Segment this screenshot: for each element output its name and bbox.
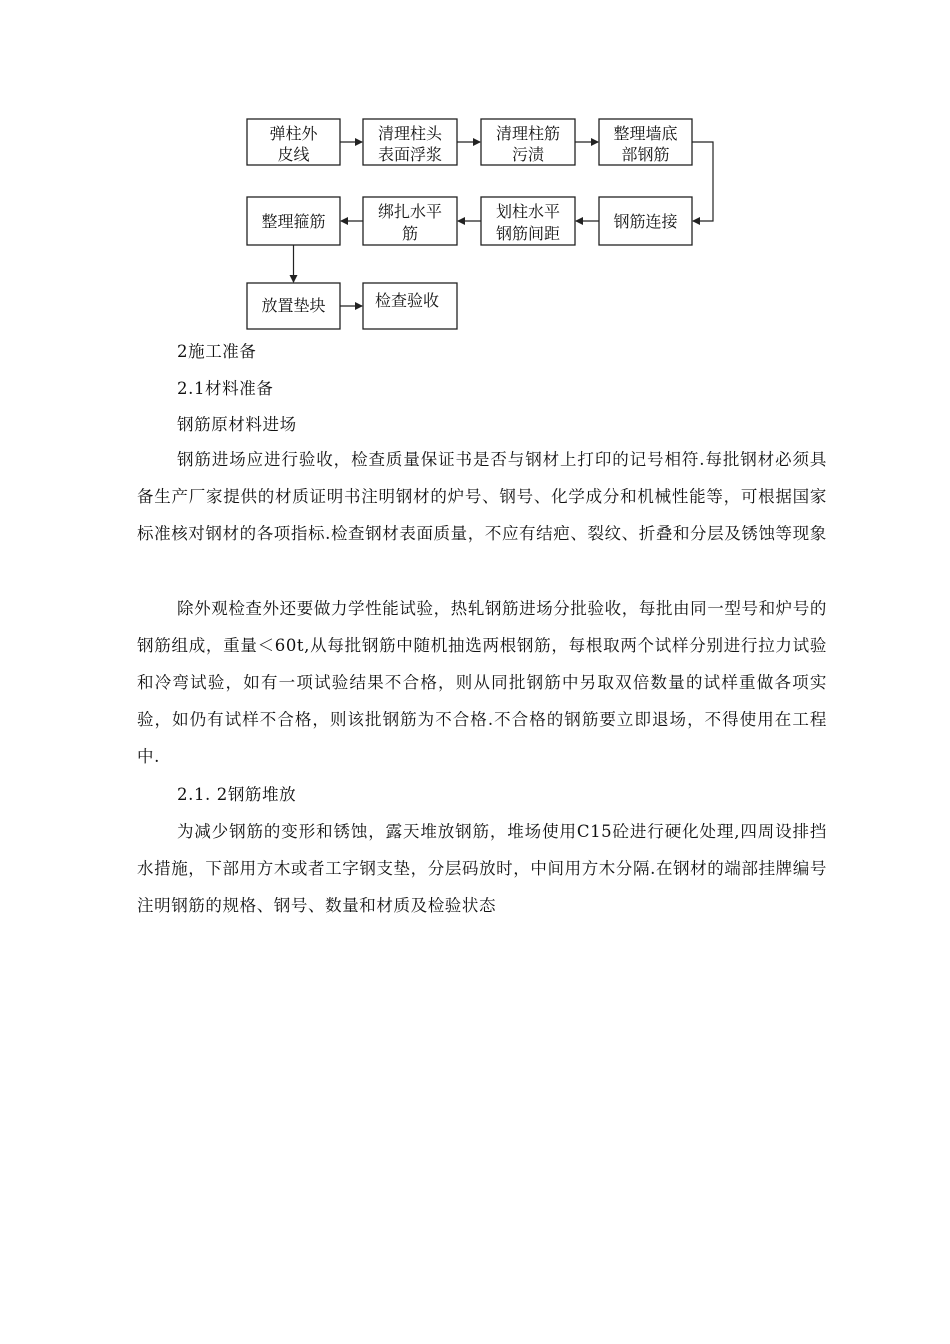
flow-step-text: 整理箍筋: [261, 212, 326, 231]
paragraph-mechanical-tests: 除外观检查外还要做力学性能试验，热轧钢筋进场分批验收，每批由同一型号和炉号的钢筋组成，重量＜60t,从每批钢筋中随机抽选两根钢筋，每根取两个试样分别进行拉力试验和冷弯试验，如有一项试验结果不合格，则从同批钢筋中另取双倍数量的试样重做各项实验，如仍有试样不合格，则该批钢筋为不合格.不合格的钢筋要立即退场，不得使用在工程中.: [137, 599, 827, 766]
flow-step-inspection: [363, 283, 457, 329]
flow-step-arrange-stirrups: [247, 197, 340, 245]
paragraph-acceptance: 钢筋进场应进行验收，检查质量保证书是否与钢材上打印的记号相符.每批钢材必须具备生产厂家提供的材质证明书注明钢材的炉号、钢号、化学成分和机械性能等，可根据国家标准核对钢材的各项指标.检查钢材表面质量，不应有结疤、裂纹、折叠和分层及锈蚀等现象: [137, 450, 827, 543]
flow-step-text: 钢筋间距: [495, 224, 561, 243]
flow-step-text: 钢筋连接: [613, 212, 678, 231]
flow-step-text: 部钢筋: [621, 145, 670, 164]
flow-step-text: 污渍: [511, 145, 545, 164]
section-heading-rebar-stacking: 2.1. 2钢筋堆放: [177, 785, 297, 804]
section-heading-construction-prep: 2施工准备: [177, 342, 257, 361]
flow-step-arrange-wall-bars: [599, 119, 692, 165]
flow-step-rebar-connection: [599, 197, 692, 245]
flow-step-text: 皮线: [277, 145, 310, 164]
flow-step-text: 清理柱筋: [495, 124, 561, 143]
flow-step-text: 整理墙底: [613, 124, 678, 143]
flow-step-text: 弹柱外: [269, 124, 318, 143]
flow-arrow: [692, 142, 713, 221]
flow-step-text: 表面浮浆: [377, 145, 443, 164]
flow-step-text: 绑扎水平: [377, 202, 443, 221]
flow-step-mark-column-outline: [247, 119, 340, 165]
flow-step-place-spacers: [247, 283, 340, 329]
flow-step-text: 筋: [401, 224, 419, 243]
flow-step-mark-spacing: [481, 197, 575, 245]
subheading-raw-material-entry: 钢筋原材料进场: [177, 415, 297, 434]
construction-flowchart: [0, 0, 950, 340]
section-heading-material-prep: 2.1材料准备: [177, 379, 274, 398]
flow-step-tie-horizontal: [363, 197, 457, 245]
flow-step-clean-column-head: [363, 119, 457, 165]
flow-step-text: 放置垫块: [261, 296, 326, 315]
flow-step-text: 清理柱头: [377, 124, 443, 143]
flow-step-clean-column-bars: [481, 119, 575, 165]
flow-step-text: 划柱水平: [495, 202, 561, 221]
paragraph-stacking: 为减少钢筋的变形和锈蚀，露天堆放钢筋，堆场使用C15砼进行硬化处理,四周设排挡水措施，下部用方木或者工字钢支垫，分层码放时，中间用方木分隔.在钢材的端部挂牌编号注明钢筋的规格、钢号、数量和材质及检验状态: [137, 822, 827, 915]
flow-step-text: 检查验收: [374, 291, 440, 310]
